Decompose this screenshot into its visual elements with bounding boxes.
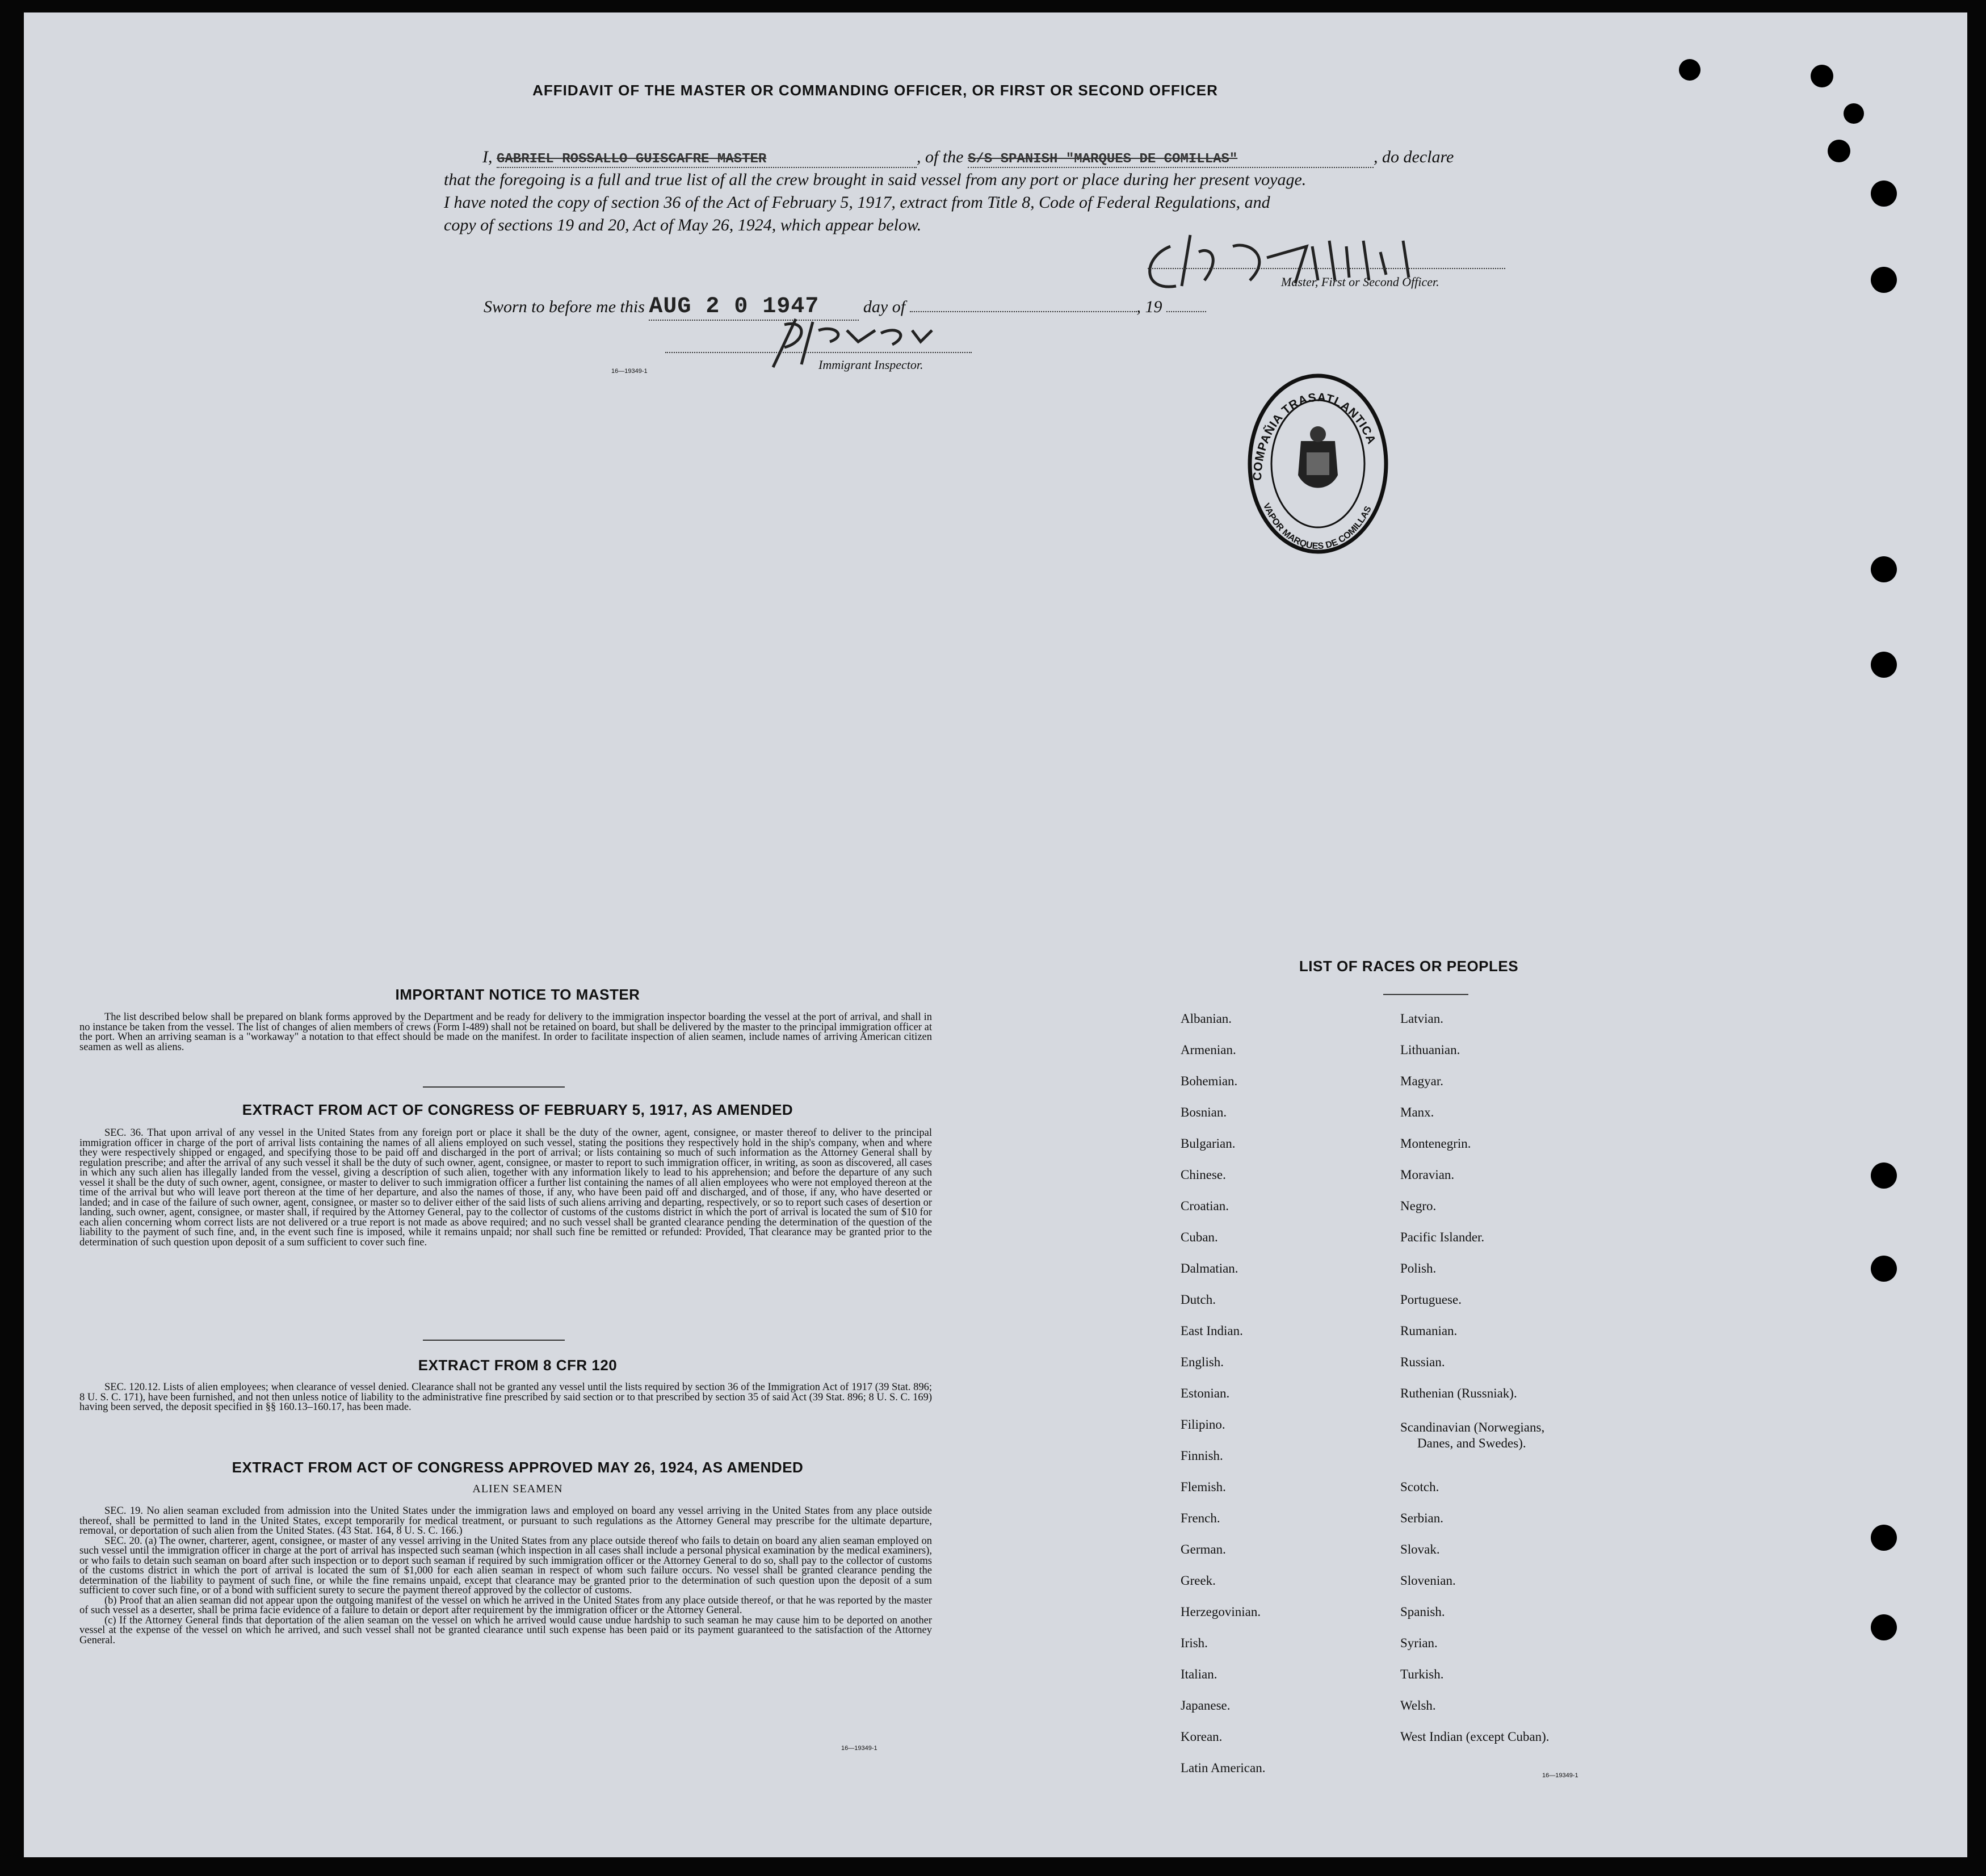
race-item: Bulgarian. [1181,1136,1236,1151]
sec-20c-text: (c) If the Attorney General finds that deportation of the alien seaman on the vessel on which he arrived would cause undue hardship to such seaman he may cause him to be deported on another vessel at the expense of the vessel on which he arrived, and such vessel shall not be granted clearance until such expense has been paid or its payment guaranteed to the satisfaction of the Attorney General. [79,1614,932,1646]
race-item: Chinese. [1181,1168,1226,1182]
day-of-label: day of [863,297,906,316]
year-label: , 19 [1136,297,1162,316]
master-signature-line [1148,268,1505,269]
extract-1924-body [79,1506,932,1646]
punch-hole [1811,65,1833,87]
sworn-label: Sworn to before me this [484,297,645,316]
race-item: Irish. [1181,1636,1208,1650]
extract-1924-heading: EXTRACT FROM ACT OF CONGRESS APPROVED MAY 26, 1924, AS AMENDED [232,1459,804,1476]
punch-hole [1844,103,1864,124]
extract-1917-body [79,1128,932,1248]
affidavit-of-the: , of the [917,148,964,166]
cfr-heading: EXTRACT FROM 8 CFR 120 [418,1357,618,1374]
race-item: Dalmatian. [1181,1261,1238,1275]
race-item: Montenegrin. [1400,1136,1471,1151]
punch-hole [1871,1162,1897,1189]
race-item: Estonian. [1181,1386,1230,1400]
punch-hole [1679,59,1701,81]
race-item: Syrian. [1400,1636,1438,1650]
race-item: Lithuanian. [1400,1043,1460,1057]
cfr-body [79,1383,932,1413]
form-number-top: 16—19349-1 [611,368,648,375]
race-item: East Indian. [1181,1324,1243,1338]
race-item: Spanish. [1400,1605,1445,1619]
coat-of-arms-emblem [1298,426,1338,488]
race-item: Dutch. [1181,1292,1216,1307]
race-item: Moravian. [1400,1168,1455,1182]
race-item: Portuguese. [1400,1292,1462,1307]
affidavit-prefix: I, [482,148,493,166]
divider [1383,994,1468,995]
race-item: Albanian. [1181,1012,1232,1026]
race-item: Negro. [1400,1199,1437,1213]
affidavit-line-3: I have noted the copy of section 36 of the Act of February 5, 1917, extract from Title 8, Code of Federal Regulations, and [444,193,1270,212]
race-item: Scotch. [1400,1480,1439,1494]
race-item: Polish. [1400,1261,1437,1275]
form-number-races: 16—19349-1 [1542,1772,1578,1779]
extract-1917-heading: EXTRACT FROM ACT OF CONGRESS OF FEBRUARY 5, 1917, AS AMENDED [242,1101,793,1118]
race-item: Greek. [1181,1573,1216,1588]
sec-20b-text: (b) Proof that an alien seaman did not appear upon the outgoing manifest of the vessel on which he arrived in the United States from any place outside thereof, or that he was reported by the master of such vessel as a deserter, shall be prima facie evidence of a failure to detain or deport after requirement by the immigration officer or the Attorney General. [79,1594,932,1616]
sec-120-12-text: SEC. 120.12. Lists of alien employees; when clearance of vessel denied. Clearance shall not be granted any vessel until the lists required by section 36 of the Immigration Act of 1917 (39 Stat. 896; 8 U. S. C. 171), have been furnished, and not then unless notice of liability to the administrative fine prescribed by said section or to that prescribed by section 35 of said Act (39 Stat. 896; 8 U. S. C. 169) having been served, the deposit specified in §§ 160.13–160.17, has been made. [79,1382,932,1413]
alien-seamen-subheading: ALIEN SEAMEN [472,1483,563,1495]
race-item: Turkish. [1400,1667,1444,1681]
race-item: Finnish. [1181,1449,1223,1463]
race-item: Scandinavian (Norwegians, [1400,1420,1545,1434]
race-item: Korean. [1181,1730,1223,1744]
sec-36-text: SEC. 36. That upon arrival of any vessel in the United States from any foreign port or place it shall be the duty of the owner, agent, consignee, or master thereof to deliver to the principal immigration officer in charge of the port of arrival lists containing the names of all aliens employed on such vessel, stating the positions they respectively hold in the ship's company, when and where they were respectively shipped or engaged, and specifying those to be paid off and discharged in the port of arrival; or lists containing so much of such information as the Attorney General shall by regulation prescribe; and after the arrival of any such vessel it shall be the duty of such owner, agent, consignee, or master to report to such immigration officer, in writing, as soon as discovered, all cases in which any such alien has illegally landed from the vessel, giving a description of such alien, together with any information likely to lead to his apprehension; and before the departure of any such vessel it shall be the duty of such owner, agent, consignee, or master to deliver to such immigration officer a further list containing the names of all alien employees who were not employed thereon at the time of the arrival but who will leave port thereon at the time of her departure, and also the names of those, if any, who have been paid off and discharged, and of those, if any, who have deserted or landed; and in case of the failure of such owner, agent, consignee, or master so to deliver either of the said lists of such aliens arriving and departing, respectively, or so to report such cases of desertion or landing, such owner, agent, consignee, or master shall, if required by the Attorney General, pay to the collector of customs of the customs district in which the port of arrival is located the sum of $10 for each alien concerning whom correct lists are not delivered or a true report is not made as above required; and no such vessel shall be granted clearance pending the determination of the question of the liability to the payment of such fine, and, in the event such fine is imposed, while it remains unpaid; nor shall such fine be remitted or refunded: Provided, That clearance may be granted prior to the determination of such question upon deposit of a sum sufficient to cover such fine. [79,1127,932,1248]
affidavit-suffix: , do declare [1374,148,1454,166]
race-item: French. [1181,1511,1220,1525]
seal-text-top: COMPAÑIA TRASATLANTICA [1250,391,1379,481]
declarant-name: GABRIEL ROSSALLO GUISCAFRE MASTER [497,152,917,168]
notice-body [79,1013,932,1052]
inspector-caption: Immigrant Inspector. [818,358,923,372]
master-caption: Master, First or Second Officer. [1281,275,1439,289]
race-item: Danes, and Swedes). [1417,1436,1526,1450]
race-item: Italian. [1181,1667,1217,1681]
race-item: Bosnian. [1181,1105,1227,1119]
race-item: Slovak. [1400,1542,1440,1556]
race-item: Welsh. [1400,1698,1436,1713]
date-stamp: AUG 2 0 1947 [649,294,820,320]
race-item: Manx. [1400,1105,1434,1119]
race-item: Latvian. [1400,1012,1443,1026]
divider [423,1340,565,1341]
punch-hole [1871,556,1897,582]
race-item: Rumanian. [1400,1324,1458,1338]
affidavit-line-4: copy of sections 19 and 20, Act of May 26, 1924, which appear below. [444,216,922,234]
punch-hole [1871,1614,1897,1640]
punch-hole [1871,1525,1897,1551]
race-item: Flemish. [1181,1480,1226,1494]
race-item: Russian. [1400,1355,1445,1369]
punch-hole [1828,140,1850,162]
race-item: Pacific Islander. [1400,1230,1485,1244]
race-item: German. [1181,1542,1226,1556]
form-number-notice: 16—19349-1 [841,1745,877,1752]
inspector-signature-line [665,352,972,353]
notice-text: The list described below shall be prepared on blank forms approved by the Department and be ready for delivery to the immigration inspector boarding the vessel at the port of arrival, and shall in no instance be taken from the vessel. The list of changes of alien members of crews (Form I-489) shall not be retained on board, but shall be delivered by the master to the principal immigration officer at the port. When an arriving seaman is a "workaway" a notation to that effect should be made on the manifest. In order to facilitate inspection of alien seamen, include names of arriving American citizen seamen as well as aliens. [79,1012,932,1053]
race-item: Latin American. [1181,1761,1266,1775]
affidavit-line-2: that the foregoing is a full and true list of all the crew brought in said vessel from any port or place during her present voyage. [444,170,1307,189]
affidavit-heading: AFFIDAVIT OF THE MASTER OR COMMANDING OFFICER, OR FIRST OR SECOND OFFICER [532,82,1218,99]
race-item: Serbian. [1400,1511,1444,1525]
sec-20a-text: SEC. 20. (a) The owner, charterer, agent, consignee, or master of any vessel arriving in the United States from any place outside thereof who fails to detain on board any alien seaman employed on such vessel until the immigration officer in charge at the port of arrival has inspected such seaman (which inspection in all cases shall include a personal physical examination by the medical examiners), or who fails to detain such seaman on board after such inspection or to deport such seaman if required by such immigration officer or the Attorney General to do so, shall pay to the collector of customs of the customs district in which the port of arrival is located the sum of $1,000 for each alien seaman in respect of whom such failure occurs. No vessel shall be granted clearance pending the determination of the liability to payment of such fine, or while the fine remains unpaid, except that clearance may be granted prior to the determination of such question upon the deposit of a sum sufficient to cover such fine, or of a bond with sufficient surety to secure the payment thereof approved by the collector of customs. [79,1535,932,1596]
year-field [1166,295,1206,312]
race-item: English. [1181,1355,1224,1369]
punch-hole [1871,267,1897,293]
ship-seal-stamp [1238,367,1397,560]
race-item: Ruthenian (Russniak). [1400,1386,1517,1400]
race-item: Croatian. [1181,1199,1229,1213]
seal-text-bottom: VAPOR MARQUES DE COMILLAS [1261,502,1374,552]
vessel-name: S/S SPANISH "MARQUES DE COMILLAS" [968,152,1374,168]
race-item: Cuban. [1181,1230,1218,1244]
notice-heading: IMPORTANT NOTICE TO MASTER [395,986,640,1003]
race-item: Armenian. [1181,1043,1236,1057]
sec-19-text: SEC. 19. No alien seaman excluded from admission into the United States under the immigration laws and employed on board any vessel arriving in the United States from any place outside thereof, shall be permitted to land in the United States, except temporarily for medical treatment, or pursuant to such regulations as the Attorney General may prescribe for the ultimate departure, removal, or deportation of such alien from the United States. (43 Stat. 164, 8 U. S. C. 166.) [79,1505,932,1537]
race-item: West Indian (except Cuban). [1400,1730,1550,1744]
races-heading: LIST OF RACES OR PEOPLES [1299,958,1519,975]
race-item: Magyar. [1400,1074,1444,1088]
affidavit-line-1 [482,148,1454,168]
race-item: Herzegovinian. [1181,1605,1261,1619]
race-item: Japanese. [1181,1698,1231,1713]
race-item: Slovenian. [1400,1573,1456,1588]
punch-hole [1871,1256,1897,1282]
document-page [24,12,1967,1857]
race-item: Bohemian. [1181,1074,1238,1088]
race-item: Filipino. [1181,1417,1225,1432]
divider [423,1086,565,1088]
punch-hole [1871,652,1897,678]
punch-hole [1871,181,1897,207]
